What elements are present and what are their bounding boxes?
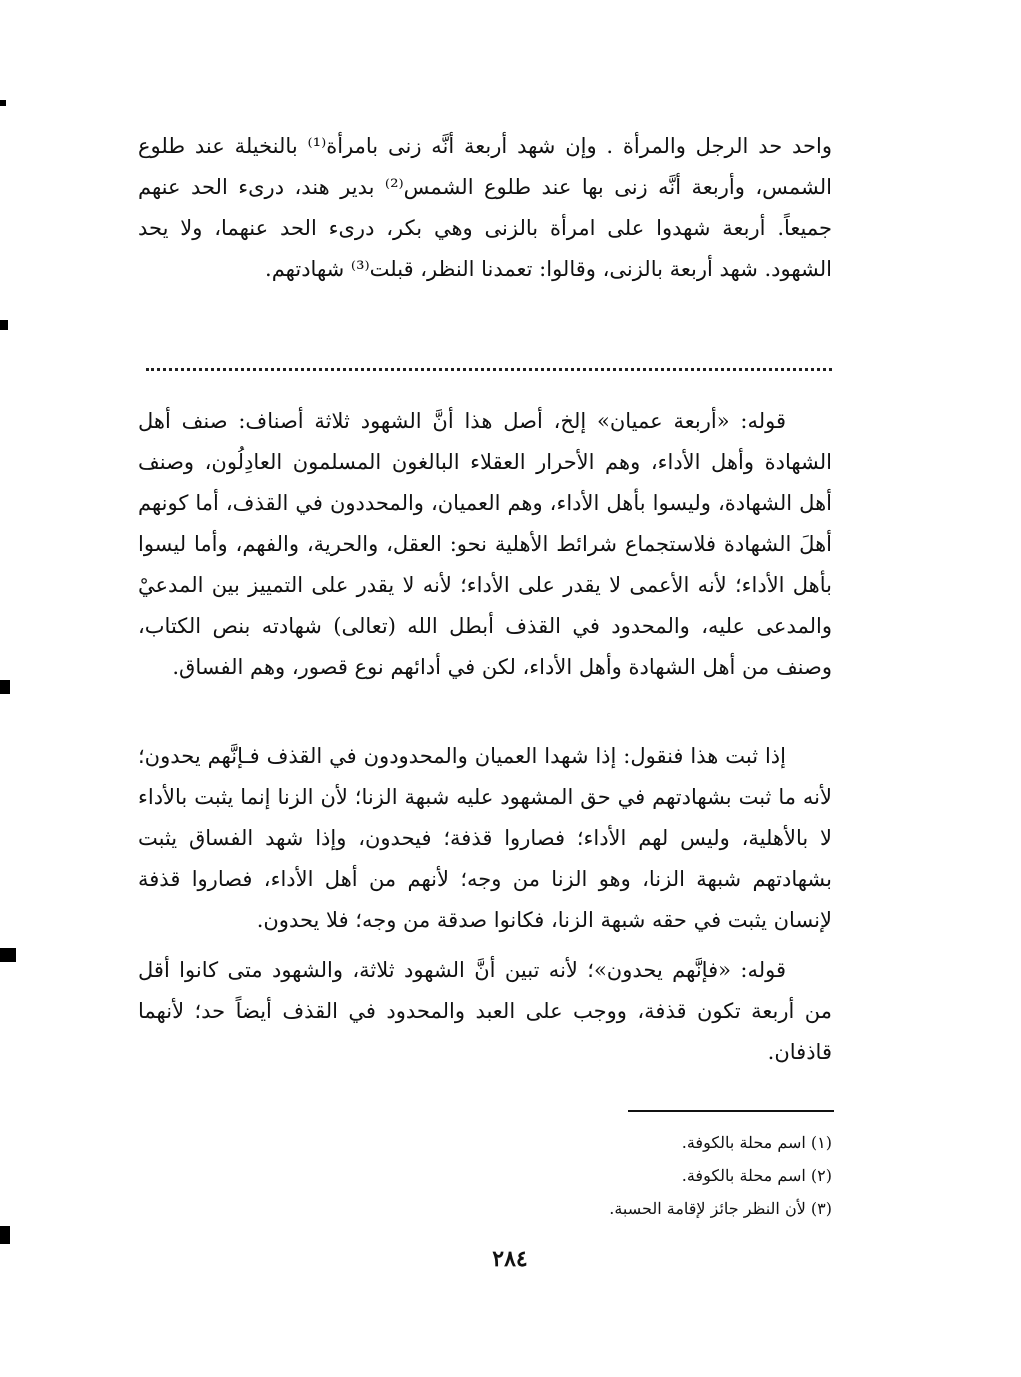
footnote-item: (١) اسم محلة بالكوفة. <box>681 1133 832 1152</box>
footnote-divider <box>628 1110 834 1112</box>
separator-dotted-line <box>146 368 832 371</box>
commentary-paragraph-2 <box>138 736 832 941</box>
main-text <box>138 126 832 290</box>
scan-margin-mark <box>0 100 6 106</box>
footnote-item: (٢) اسم محلة بالكوفة. <box>681 1166 832 1185</box>
scan-margin-mark <box>0 1226 10 1244</box>
commentary-text: قوله: «أربعة عميان» إلخ، أصل هذا أنَّ الشهود ثلاثة أصناف: صنف أهل الشهادة وأهل الأداء، وهم الأحرار العقلاء البالغون المسلمون العادِلُون، وصنف أهل الشهادة، وليسوا بأهل الأداء، وهم العميان، والمحددون في القذف، أما كونهم أهلَ الشهادة فلاستجماع شرائط الأهلية نحو: العقل، والحرية، والفهم، وأما ليسوا بأهل الأداء؛ لأنه الأعمى لا يقدر على الأداء؛ لأنه لا يقدر على التمييز بين المدعيْ والمدعى عليه، والمحدود في القذف أبطل الله (تعالى) شهادته بنص الكتاب، وصنف من أهل الشهادة وأهل الأداء، لكن في أدائهم نوع قصور، وهم الفساق. <box>138 409 832 679</box>
main-text-paragraph: واحد حد الرجل والمرأة . وإن شهد أربعة أنَّه زنى بامرأة⁽¹⁾ بالنخيلة عند طلوع الشمس، وأربعة أنَّه زنى بها عند طلوع الشمس⁽²⁾ بدير هند، درىء الحد عنهم جميعاً. أربعة شهدوا على امرأة بالزنى وهي بكر، درىء الحد عنهما، ولا يحد الشهود. شهد أربعة بالزنى، وقالوا: تعمدنا النظر، قبلت⁽³⁾ شهادتهم. <box>138 134 833 281</box>
commentary-text: إذا ثبت هذا فنقول: إذا شهدا العميان والمحدودون في القذف فـإنَّهم يحدون؛ لأنه ما ثبت بشهادتهم في حق المشهود عليه شبهة الزنا؛ لأن الزنا إنما يثبت بالأداء لا بالأهلية، وليس لهم الأداء؛ فصاروا قذفة؛ فيحدون، وإذا شهد الفساق يثبت بشهادتهم شبهة الزنا، وهو الزنا من وجه؛ لأنهم من أهل الأداء، فصاروا قذفة لإنسان يثبت في حقه شبهة الزنا، فكانوا صدقة من وجه؛ فلا يحدون. <box>138 744 832 932</box>
scan-margin-mark <box>0 680 10 694</box>
commentary-paragraph-1 <box>138 401 832 688</box>
footnotes <box>400 1126 832 1225</box>
page-number: ٢٨٤ <box>492 1246 528 1272</box>
scan-margin-mark <box>0 948 16 962</box>
footnote-item: (٣) لأن النظر جائز لإقامة الحسبة. <box>609 1199 832 1218</box>
commentary-paragraph-3 <box>138 950 832 1073</box>
commentary-text: قوله: «فإنَّهم يحدون»؛ لأنه تبين أنَّ الشهود ثلاثة، والشهود متى كانوا أقل من أربعة تكون قذفة، ووجب على العبد والمحدود في القذف أيضاً حد؛ لأنهما قاذفان. <box>138 958 832 1064</box>
scan-margin-mark <box>0 320 8 330</box>
